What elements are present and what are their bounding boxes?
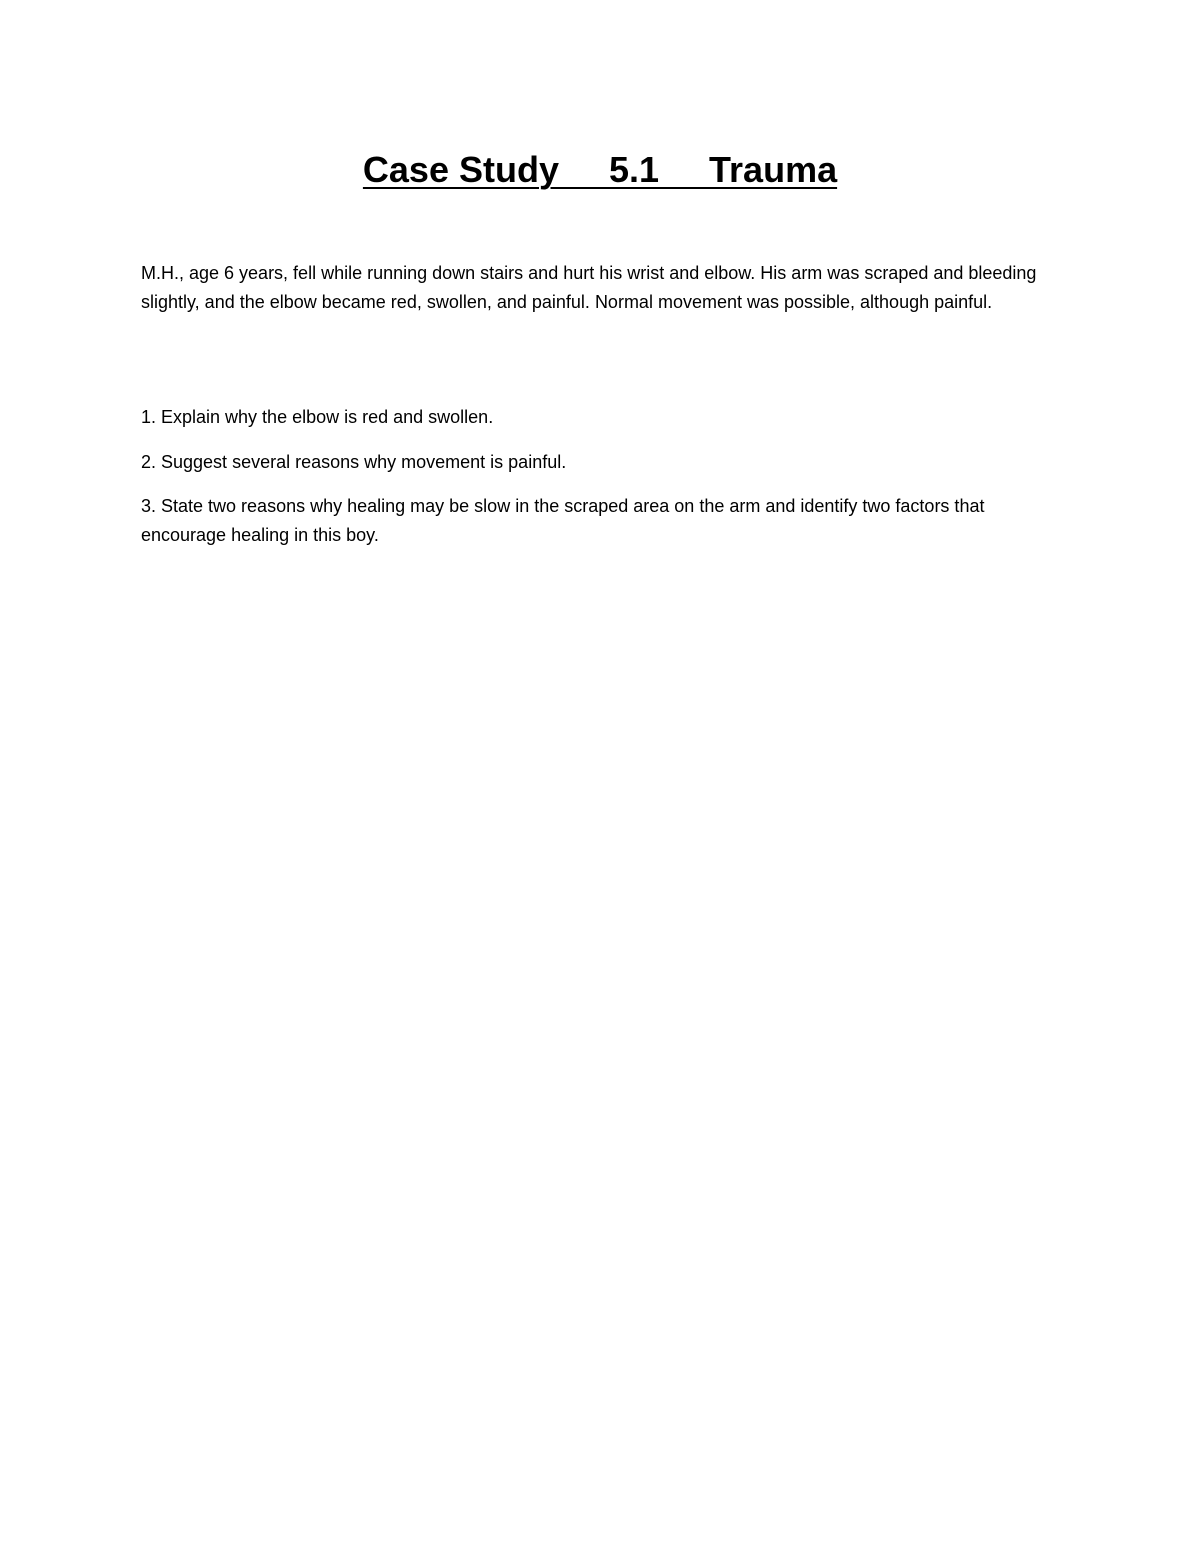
question-1: 1. Explain why the elbow is red and swollen. bbox=[141, 407, 494, 427]
document-title-text: Case Study 5.1 Trauma bbox=[362, 149, 838, 190]
document-title bbox=[0, 146, 1200, 194]
case-description: M.H., age 6 years, fell while running down stairs and hurt his wrist and elbow. His arm was scraped and bleeding slightly, and the elbow became red, swollen, and painful. Normal movement was possible, although painful. bbox=[141, 263, 1037, 312]
question-2: 2. Suggest several reasons why movement is painful. bbox=[141, 452, 567, 472]
question-3: 3. State two reasons why healing may be slow in the scraped area on the arm and identify two factors that encourage healing in this boy. bbox=[141, 496, 985, 545]
